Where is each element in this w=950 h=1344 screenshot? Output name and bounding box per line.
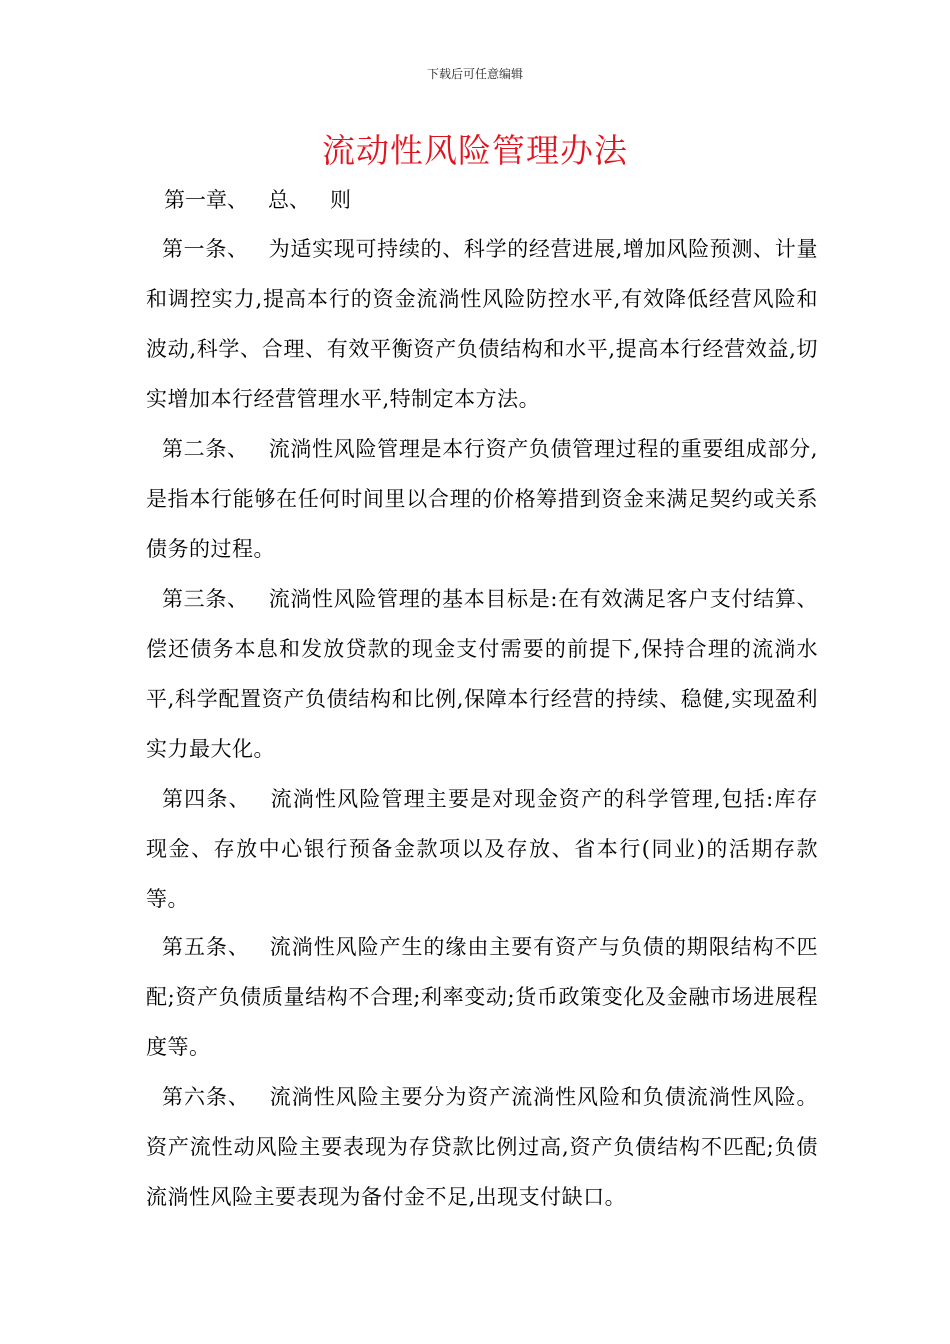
- article-label: 第三条、: [162, 587, 249, 611]
- article-label: 第一条、: [162, 237, 249, 261]
- article-5: [146, 922, 818, 1072]
- article-4: [146, 774, 818, 924]
- article-label: 第六条、: [162, 1085, 250, 1109]
- article-label: 第二条、: [162, 437, 249, 461]
- document-body-4: [146, 774, 818, 924]
- article-2: [146, 424, 818, 574]
- document-body-3: [146, 574, 818, 774]
- chapter-heading: 第一章、 总、 则: [164, 188, 352, 212]
- article-text: 流淌性风险主要分为资产流淌性风险和负债流淌性风险。资产流性动风险主要表现为存贷款比例过高,资产负债结构不匹配;负债流淌性风险主要表现为备付金不足,出现支付缺口。: [146, 1085, 819, 1209]
- document-body-6: [146, 1072, 818, 1222]
- article-label: 第四条、: [162, 787, 251, 811]
- article-3: [146, 574, 818, 774]
- document-body: [146, 224, 818, 424]
- article-text: 流淌性风险产生的缘由主要有资产与负债的期限结构不匹配;资产负债质量结构不合理;利率变动;货币政策变化及金融市场进展程度等。: [146, 935, 819, 1059]
- article-label: 第五条、: [162, 935, 250, 959]
- document-title: 流动性风险管理办法: [322, 131, 628, 170]
- header-note: 下载后可任意编辑: [426, 67, 523, 81]
- document-body-5: [146, 922, 818, 1072]
- article-text: 流淌性风险管理是本行资产负债管理过程的重要组成部分,是指本行能够在任何时间里以合理的价格筹措到资金来满足契约或关系债务的过程。: [146, 437, 818, 561]
- article-text: 流淌性风险管理主要是对现金资产的科学管理,包括:库存现金、存放中心银行预备金款项以及存放、省本行(同业)的活期存款等。: [146, 787, 818, 911]
- article-1: [146, 224, 818, 424]
- article-text: 为适实现可持续的、科学的经营进展,增加风险预测、计量和调控实力,提高本行的资金流淌性风险防控水平,有效降低经营风险和波动,科学、合理、有效平衡资产负债结构和水平,提高本行经营效益,切实增加本行经营管理水平,特制定本方法。: [146, 237, 818, 411]
- article-text: 流淌性风险管理的基本目标是:在有效满足客户支付结算、偿还债务本息和发放贷款的现金支付需要的前提下,保持合理的流淌水平,科学配置资产负债结构和比例,保障本行经营的持续、稳健,实现盈利实力最大化。: [146, 587, 819, 761]
- article-6: [146, 1072, 818, 1222]
- document-body-2: [146, 424, 818, 574]
